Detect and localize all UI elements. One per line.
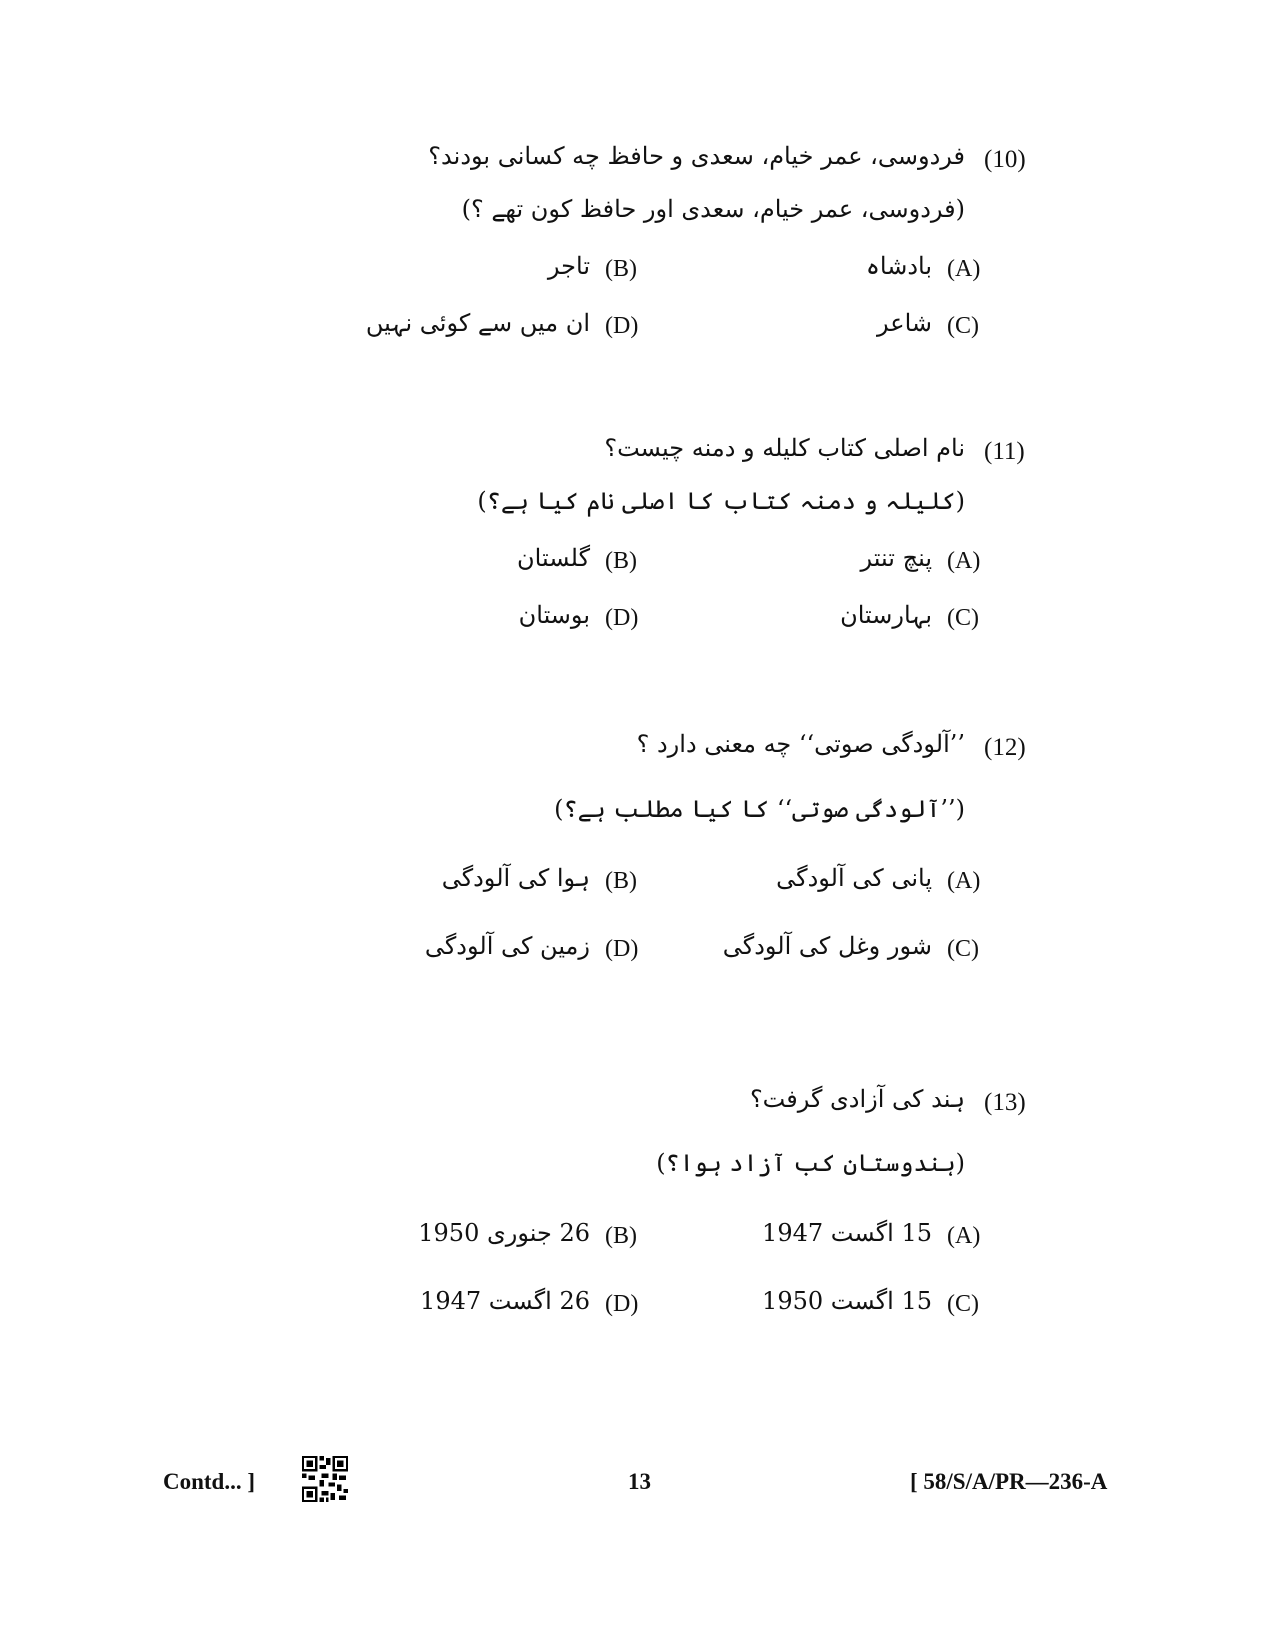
option-a-label: (A) [947, 548, 981, 574]
option-c-label: (C) [947, 605, 979, 631]
page-number: 13 [628, 1469, 651, 1494]
option-d-text: 26 اگست 1947 [420, 1287, 590, 1315]
option-c-label: (C) [947, 936, 979, 962]
question-text-urdu: (کلیلہ و دمنہ کتاب کا اصلی نام کیا ہے؟) [477, 487, 965, 515]
question-text-persian: ہند کی آزادی گرفت؟ [749, 1085, 965, 1113]
option-d-label: (D) [605, 936, 639, 962]
question-text-persian: نام اصلی کتاب کلیله و دمنه چیست؟ [604, 434, 965, 462]
question-text-urdu: (ہندوستان کب آزاد ہوا؟) [656, 1149, 965, 1177]
option-a-text: پانی کی آلودگی [776, 864, 932, 892]
option-b-text: ہوا کی آلودگی [441, 864, 590, 892]
option-d-label: (D) [605, 1291, 639, 1317]
option-d-label: (D) [605, 605, 639, 631]
option-a-text: بادشاہ [865, 252, 932, 280]
option-a-text: پنچ تنتر [860, 544, 932, 572]
question-number: (11) [984, 438, 1025, 465]
option-b-text: گلستان [517, 544, 590, 572]
question-number: (13) [984, 1089, 1026, 1116]
option-d-text: بوستان [518, 601, 590, 629]
option-b-label: (B) [605, 1223, 637, 1249]
option-c-text: 15 اگست 1950 [762, 1287, 932, 1315]
contd-label: Contd... ] [163, 1469, 256, 1494]
option-d-label: (D) [605, 313, 639, 339]
question-number: (12) [984, 734, 1026, 761]
question-number: (10) [984, 146, 1026, 173]
question-text-urdu: (’’آلودگی صوتی‘‘ کا کیا مطلب ہے؟) [554, 795, 965, 823]
option-b-label: (B) [605, 256, 637, 282]
option-b-text: تاجر [547, 252, 590, 280]
option-c-text: شور وغل کی آلودگی [722, 932, 932, 960]
option-c-label: (C) [947, 313, 979, 339]
question-text-persian: فردوسی، عمر خیام، سعدی و حافظ چه کسانی بودند؟ [428, 142, 965, 170]
option-b-label: (B) [605, 548, 637, 574]
option-d-text: زمین کی آلودگی [424, 932, 590, 960]
question-text-persian: ’’آلودگی صوتی‘‘ چه معنی دارد ؟ [636, 730, 965, 758]
option-b-label: (B) [605, 868, 637, 894]
option-a-label: (A) [947, 256, 981, 282]
paper-code: [ 58/S/A/PR—236-A [910, 1469, 1108, 1494]
option-a-label: (A) [947, 868, 981, 894]
option-c-text: بہارستان [840, 601, 932, 629]
question-text-urdu: (فردوسی، عمر خیام، سعدی اور حافظ کون تھے ؟) [461, 195, 965, 223]
option-b-text: 26 جنوری 1950 [418, 1219, 590, 1247]
option-d-text: ان میں سے کوئی نہیں [365, 309, 590, 337]
option-a-text: 15 اگست 1947 [762, 1219, 932, 1247]
option-a-label: (A) [947, 1223, 981, 1249]
qr-code-icon [302, 1456, 348, 1502]
option-c-text: شاعر [877, 309, 932, 337]
option-c-label: (C) [947, 1291, 979, 1317]
